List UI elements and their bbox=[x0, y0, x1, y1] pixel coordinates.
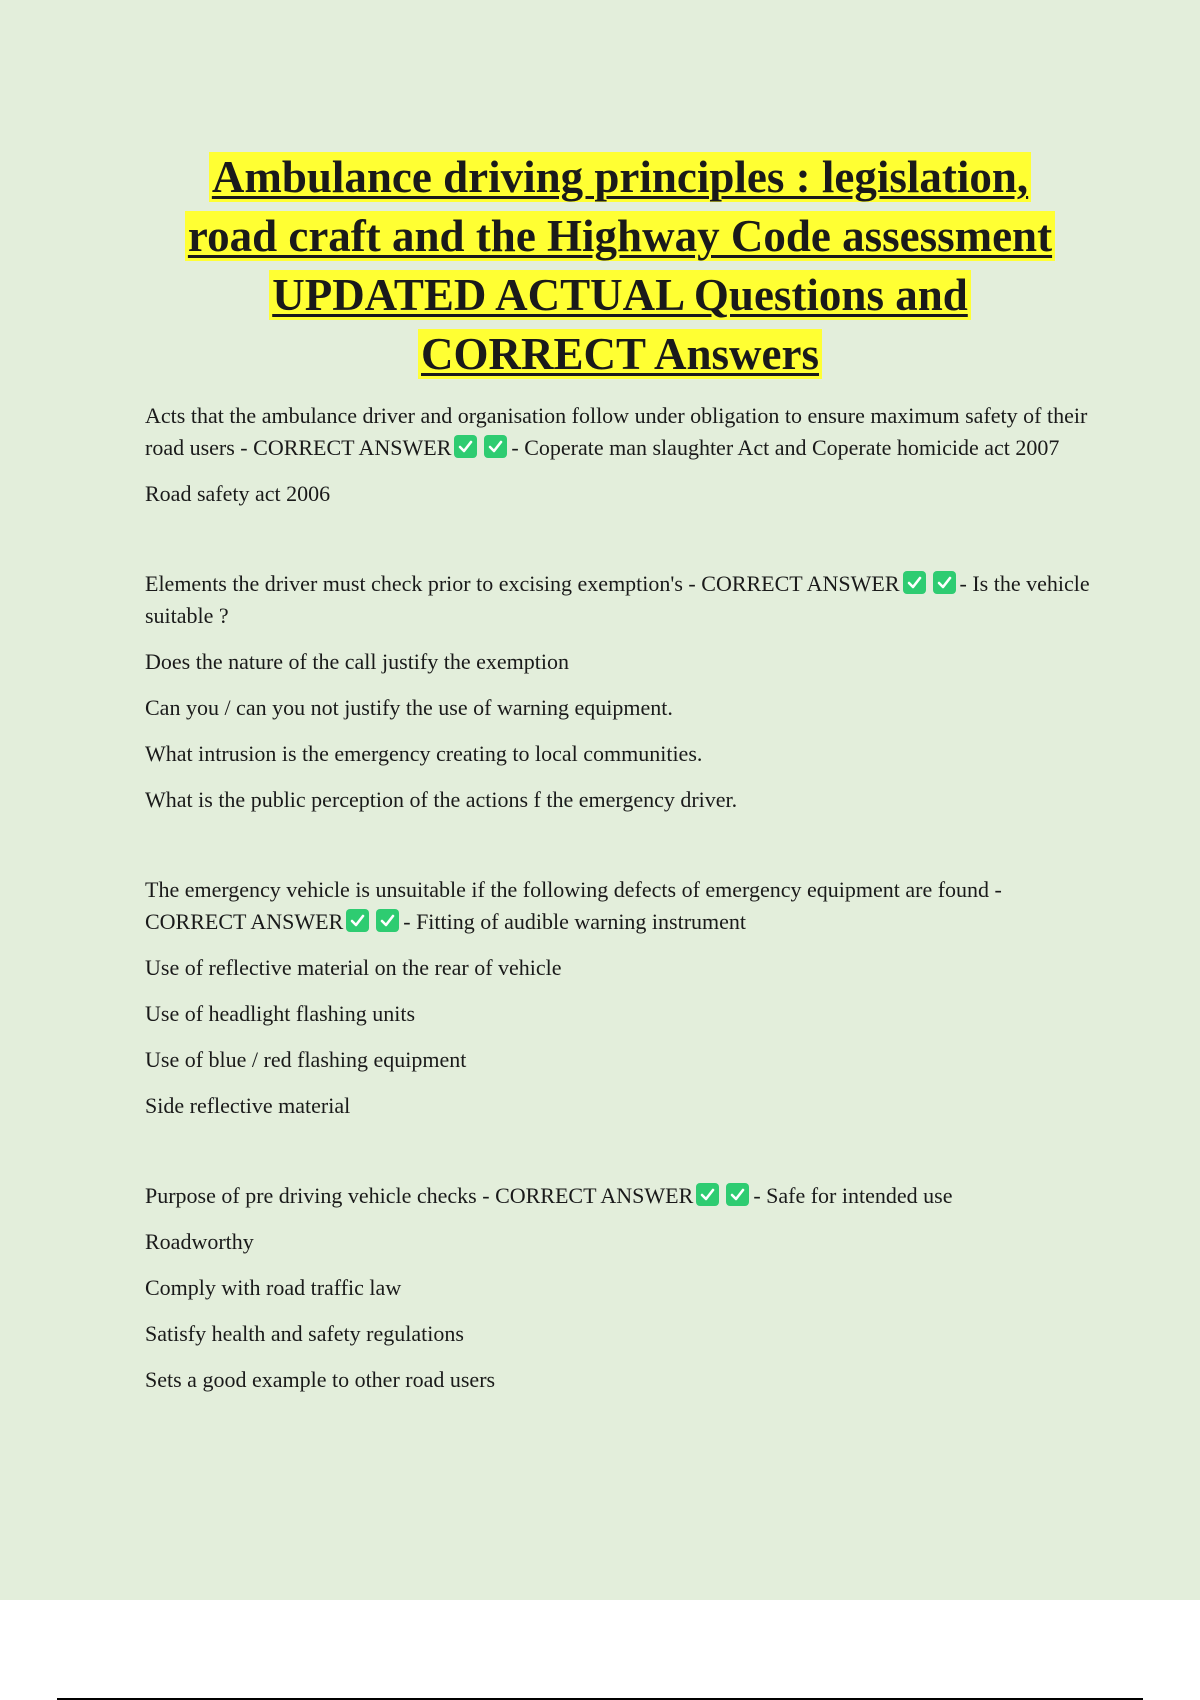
document-content bbox=[145, 148, 1095, 1454]
answer-line: Road safety act 2006 bbox=[145, 481, 331, 506]
check-box-icon bbox=[903, 571, 926, 594]
check-box-icon bbox=[726, 1183, 749, 1206]
answer-line: Satisfy health and safety regulations bbox=[145, 1321, 464, 1346]
qa-question-line bbox=[145, 1180, 1095, 1212]
title-line-4: CORRECT Answers bbox=[418, 329, 822, 379]
question-text: The emergency vehicle is unsuitable if the following defects of emergency equipment are found - bbox=[145, 877, 1002, 902]
question-text: Elements the driver must check prior to excising exemption's - bbox=[145, 571, 702, 596]
document-title bbox=[145, 148, 1095, 384]
check-box-icon bbox=[696, 1183, 719, 1206]
answer-line: Use of reflective material on the rear of vehicle bbox=[145, 955, 562, 980]
answer-line: Use of headlight flashing units bbox=[145, 1001, 416, 1026]
answer-line: What is the public perception of the actions f the emergency driver. bbox=[145, 787, 738, 812]
question-text: Purpose of pre driving vehicle checks - bbox=[145, 1183, 496, 1208]
correct-answer-label: CORRECT ANSWER bbox=[253, 435, 452, 460]
answer-text: - Coperate man slaughter Act and Coperate homicide act 2007 bbox=[511, 435, 1060, 460]
qa-question-line bbox=[145, 400, 1095, 464]
correct-answer-label: CORRECT ANSWER bbox=[145, 909, 344, 934]
qa-item bbox=[145, 400, 1095, 510]
qa-item bbox=[145, 568, 1095, 816]
answer-line: Use of blue / red flashing equipment bbox=[145, 1047, 467, 1072]
answer-text: - Safe for intended use bbox=[753, 1183, 953, 1208]
title-line-1: Ambulance driving principles : legislation, bbox=[209, 152, 1031, 202]
answer-text: - Fitting of audible warning instrument bbox=[403, 909, 747, 934]
check-box-icon bbox=[376, 909, 399, 932]
answer-line: What intrusion is the emergency creating to local communities. bbox=[145, 741, 703, 766]
qa-question-line bbox=[145, 874, 1095, 938]
check-box-icon bbox=[454, 435, 477, 458]
answer-line: Does the nature of the call justify the exemption bbox=[145, 649, 569, 674]
correct-answer-label: CORRECT ANSWER bbox=[701, 571, 900, 596]
qa-item bbox=[145, 874, 1095, 1122]
answer-line: Sets a good example to other road users bbox=[145, 1367, 496, 1392]
check-box-icon bbox=[346, 909, 369, 932]
question-text: Acts that the ambulance driver and organisation follow under obligation to ensure maximum safety of their road users - bbox=[145, 403, 1088, 460]
qa-item bbox=[145, 1180, 1095, 1396]
answer-line: Can you / can you not justify the use of warning equipment. bbox=[145, 695, 673, 720]
answer-line: Comply with road traffic law bbox=[145, 1275, 402, 1300]
title-line-3: UPDATED ACTUAL Questions and bbox=[269, 270, 971, 320]
answer-text: - Is the vehicle suitable ? bbox=[145, 571, 1090, 628]
answer-line: Roadworthy bbox=[145, 1229, 254, 1254]
qa-question-line bbox=[145, 568, 1095, 632]
title-line-2: road craft and the Highway Code assessment bbox=[185, 211, 1055, 261]
check-box-icon bbox=[933, 571, 956, 594]
correct-answer-label: CORRECT ANSWER bbox=[495, 1183, 694, 1208]
answer-line: Side reflective material bbox=[145, 1093, 351, 1118]
qa-list bbox=[145, 400, 1095, 1396]
check-box-icon bbox=[484, 435, 507, 458]
